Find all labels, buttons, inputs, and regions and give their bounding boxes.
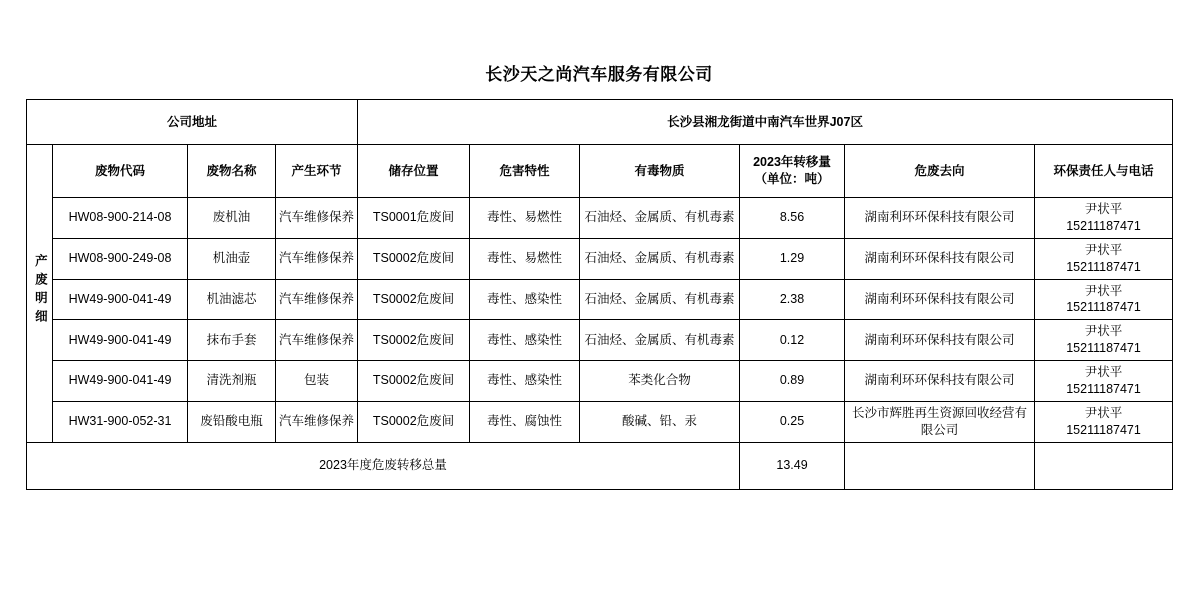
table-row (27, 401, 1173, 442)
column-header-code: 废物代码 (53, 145, 188, 198)
cell-amount: 0.25 (740, 401, 845, 442)
cell-hazard: 毒性、腐蚀性 (470, 401, 580, 442)
cell-responsible (1035, 361, 1173, 402)
cell-toxic: 苯类化合物 (580, 361, 740, 402)
column-header-row (27, 145, 1173, 198)
cell-responsible-phone: 15211187471 (1066, 300, 1141, 315)
cell-toxic: 石油烃、金属质、有机毒素 (580, 279, 740, 320)
cell-code: HW49-900-041-49 (53, 361, 188, 402)
cell-amount: 0.89 (740, 361, 845, 402)
waste-table-container (0, 99, 1198, 490)
cell-responsible (1035, 279, 1173, 320)
cell-toxic: 石油烃、金属质、有机毒素 (580, 198, 740, 239)
cell-responsible-phone: 15211187471 (1066, 341, 1141, 356)
cell-responsible-person: 尹状平 (1084, 405, 1123, 420)
cell-code: HW31-900-052-31 (53, 401, 188, 442)
cell-responsible-phone: 15211187471 (1066, 259, 1141, 274)
cell-destination: 湖南利环环保科技有限公司 (845, 238, 1035, 279)
cell-stage: 汽车维修保养 (276, 238, 358, 279)
cell-storage: TS0002危废间 (358, 320, 470, 361)
cell-storage: TS0002危废间 (358, 401, 470, 442)
cell-name: 废铅酸电瓶 (188, 401, 276, 442)
cell-storage: TS0002危废间 (358, 361, 470, 402)
cell-responsible-phone: 15211187471 (1066, 218, 1141, 233)
column-header-name: 废物名称 (188, 145, 276, 198)
cell-name: 清洗剂瓶 (188, 361, 276, 402)
total-blank-destination (845, 442, 1035, 489)
cell-hazard: 毒性、感染性 (470, 361, 580, 402)
cell-name: 废机油 (188, 198, 276, 239)
cell-toxic: 石油烃、金属质、有机毒素 (580, 320, 740, 361)
cell-hazard: 毒性、感染性 (470, 279, 580, 320)
cell-responsible-person: 尹状平 (1084, 283, 1123, 298)
total-blank-responsible (1035, 442, 1173, 489)
column-header-transfer-amount-line2: （单位：吨） (754, 172, 830, 186)
cell-storage: TS0001危废间 (358, 198, 470, 239)
cell-code: HW08-900-249-08 (53, 238, 188, 279)
cell-responsible (1035, 198, 1173, 239)
table-row (27, 320, 1173, 361)
column-header-responsible: 环保责任人与电话 (1035, 145, 1173, 198)
cell-code: HW08-900-214-08 (53, 198, 188, 239)
cell-destination: 长沙市辉胜再生资源回收经营有限公司 (845, 401, 1035, 442)
table-row (27, 361, 1173, 402)
table-row (27, 238, 1173, 279)
table-row (27, 198, 1173, 239)
cell-responsible-person: 尹状平 (1084, 242, 1123, 257)
cell-destination: 湖南利环环保科技有限公司 (845, 361, 1035, 402)
column-header-toxic: 有毒物质 (580, 145, 740, 198)
column-header-stage: 产生环节 (276, 145, 358, 198)
cell-storage: TS0002危废间 (358, 279, 470, 320)
cell-toxic: 石油烃、金属质、有机毒素 (580, 238, 740, 279)
cell-responsible-person: 尹状平 (1084, 324, 1123, 339)
total-row (27, 442, 1173, 489)
address-label: 公司地址 (27, 100, 358, 145)
cell-responsible-person: 尹状平 (1084, 202, 1123, 216)
cell-stage: 包装 (276, 361, 358, 402)
cell-destination: 湖南利环环保科技有限公司 (845, 320, 1035, 361)
column-header-transfer-amount-line1: 2023年转移量 (753, 155, 831, 170)
cell-responsible-person: 尹状平 (1084, 365, 1123, 379)
address-value: 长沙县湘龙街道中南汽车世界J07区 (358, 100, 1173, 145)
cell-hazard: 毒性、易燃性 (470, 198, 580, 239)
column-header-hazard: 危害特性 (470, 145, 580, 198)
cell-storage: TS0002危废间 (358, 238, 470, 279)
cell-code: HW49-900-041-49 (53, 320, 188, 361)
total-label: 2023年度危废转移总量 (27, 442, 740, 489)
cell-name: 抹布手套 (188, 320, 276, 361)
cell-stage: 汽车维修保养 (276, 198, 358, 239)
page-title: 长沙天之尚汽车服务有限公司 (485, 65, 713, 84)
cell-responsible (1035, 238, 1173, 279)
cell-responsible-phone: 15211187471 (1066, 422, 1141, 437)
cell-name: 机油滤芯 (188, 279, 276, 320)
cell-amount: 1.29 (740, 238, 845, 279)
cell-destination: 湖南利环环保科技有限公司 (845, 279, 1035, 320)
cell-amount: 2.38 (740, 279, 845, 320)
cell-amount: 8.56 (740, 198, 845, 239)
cell-responsible-phone: 15211187471 (1066, 381, 1141, 396)
address-row (27, 100, 1173, 145)
cell-stage: 汽车维修保养 (276, 320, 358, 361)
side-label-text: 产废明细 (33, 253, 48, 328)
cell-responsible (1035, 401, 1173, 442)
cell-stage: 汽车维修保养 (276, 279, 358, 320)
cell-name: 机油壶 (188, 238, 276, 279)
column-header-storage: 储存位置 (358, 145, 470, 198)
total-value: 13.49 (740, 442, 845, 489)
cell-toxic: 酸碱、铅、汞 (580, 401, 740, 442)
cell-hazard: 毒性、易燃性 (470, 238, 580, 279)
waste-detail-table (26, 99, 1173, 490)
cell-destination: 湖南利环环保科技有限公司 (845, 198, 1035, 239)
column-header-transfer-amount (740, 145, 845, 198)
side-label (27, 145, 53, 443)
cell-code: HW49-900-041-49 (53, 279, 188, 320)
cell-responsible (1035, 320, 1173, 361)
column-header-destination: 危废去向 (845, 145, 1035, 198)
cell-hazard: 毒性、感染性 (470, 320, 580, 361)
cell-stage: 汽车维修保养 (276, 401, 358, 442)
cell-amount: 0.12 (740, 320, 845, 361)
table-row (27, 279, 1173, 320)
